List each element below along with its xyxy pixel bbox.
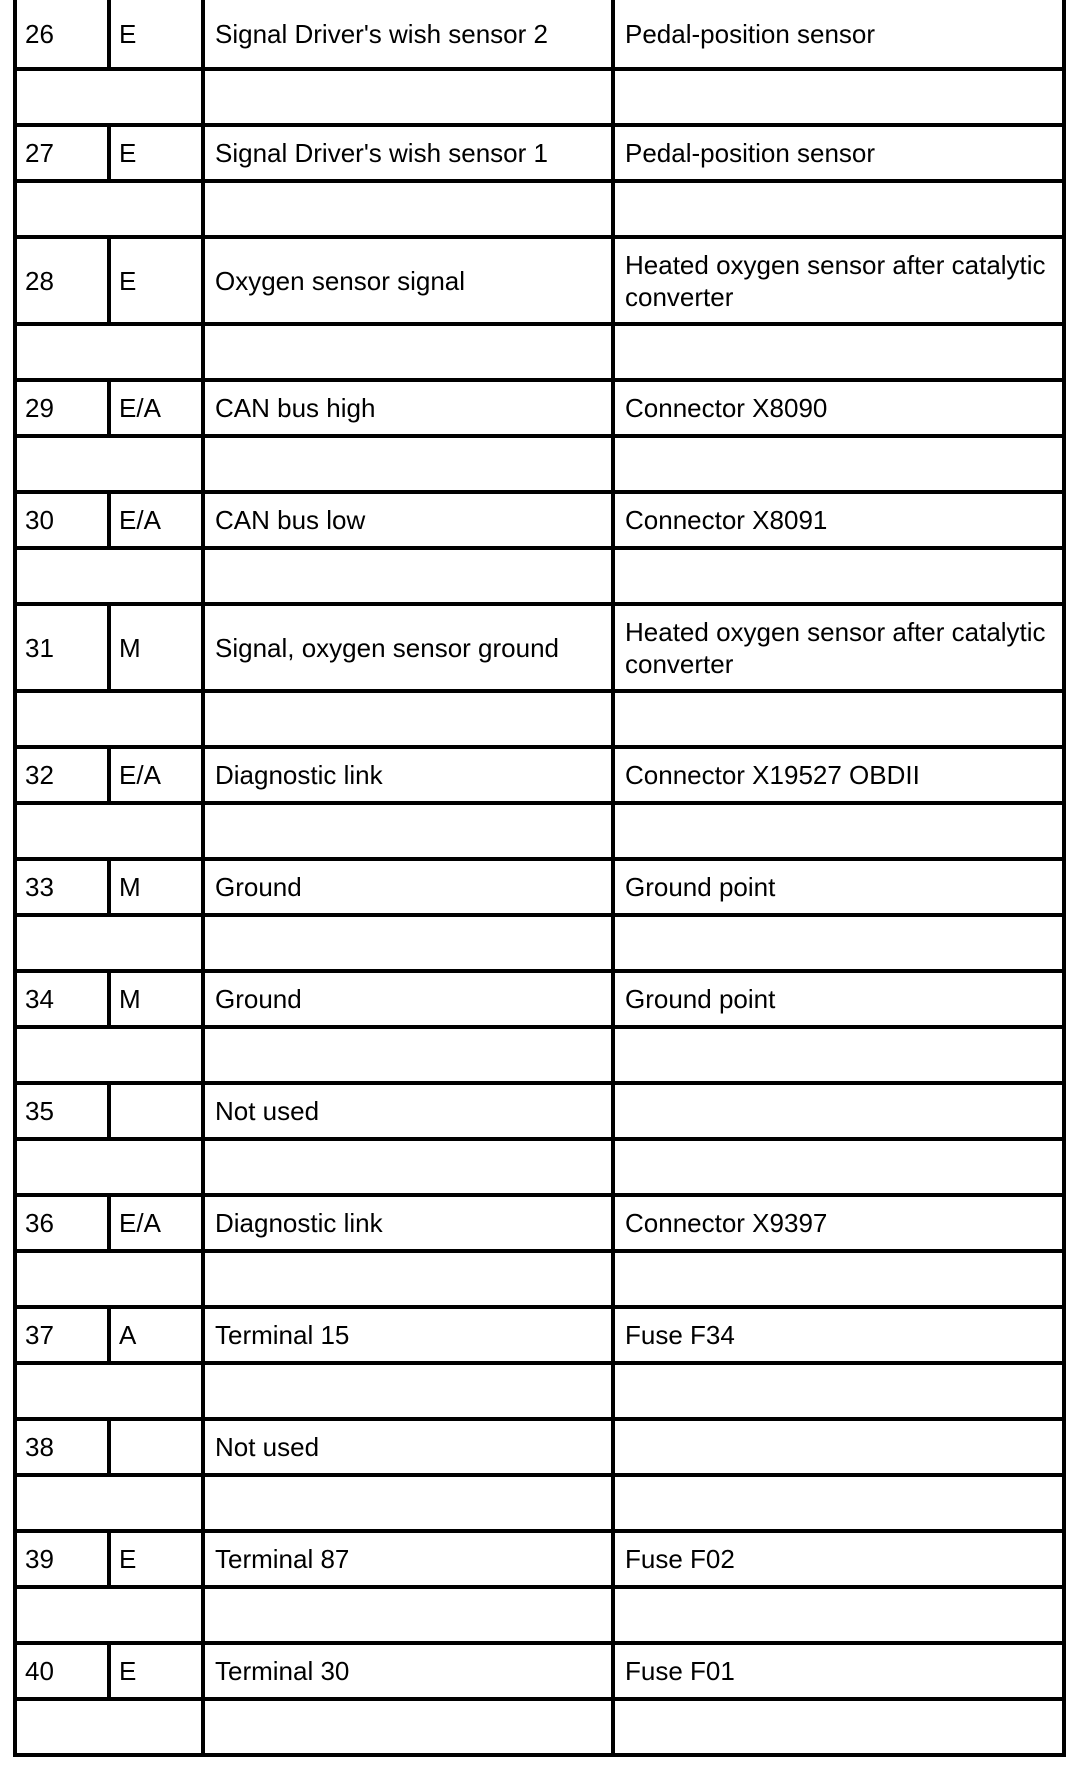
destination-cell: Fuse F01 xyxy=(613,1643,1064,1699)
spacer-cell xyxy=(15,1699,203,1755)
spacer-row xyxy=(15,181,1064,237)
spacer-cell xyxy=(15,548,203,604)
signal-description-cell: CAN bus high xyxy=(203,380,613,436)
pin-number-cell: 38 xyxy=(15,1419,109,1475)
signal-type-cell: E/A xyxy=(109,747,203,803)
spacer-cell xyxy=(15,324,203,380)
table-row xyxy=(15,380,1064,436)
signal-type-cell: M xyxy=(109,604,203,691)
spacer-cell xyxy=(613,803,1064,859)
signal-description-cell: Terminal 87 xyxy=(203,1531,613,1587)
spacer-cell xyxy=(613,181,1064,237)
signal-type-cell xyxy=(109,1419,203,1475)
table-row xyxy=(15,1643,1064,1699)
spacer-row xyxy=(15,1699,1064,1755)
signal-description-cell: CAN bus low xyxy=(203,492,613,548)
signal-type-cell: A xyxy=(109,1307,203,1363)
pin-number-cell: 37 xyxy=(15,1307,109,1363)
signal-description-cell: Ground xyxy=(203,971,613,1027)
table-row xyxy=(15,1531,1064,1587)
spacer-cell xyxy=(15,1363,203,1419)
pin-number-cell: 36 xyxy=(15,1195,109,1251)
spacer-cell xyxy=(203,1251,613,1307)
destination-cell: Connector X8090 xyxy=(613,380,1064,436)
signal-type-cell: M xyxy=(109,859,203,915)
spacer-cell xyxy=(203,691,613,747)
pin-number-cell: 34 xyxy=(15,971,109,1027)
signal-type-cell: E xyxy=(109,1531,203,1587)
pin-number-cell: 30 xyxy=(15,492,109,548)
signal-type-cell: M xyxy=(109,971,203,1027)
signal-type-cell: E/A xyxy=(109,492,203,548)
spacer-row xyxy=(15,548,1064,604)
spacer-cell xyxy=(613,1027,1064,1083)
spacer-cell xyxy=(203,548,613,604)
spacer-row xyxy=(15,1027,1064,1083)
signal-type-cell: E xyxy=(109,125,203,181)
spacer-cell xyxy=(15,803,203,859)
signal-type-cell: E xyxy=(109,1643,203,1699)
table-row xyxy=(15,747,1064,803)
spacer-cell xyxy=(613,1699,1064,1755)
spacer-row xyxy=(15,69,1064,125)
destination-cell: Connector X9397 xyxy=(613,1195,1064,1251)
signal-description-cell: Terminal 30 xyxy=(203,1643,613,1699)
table-body xyxy=(15,0,1064,1755)
spacer-row xyxy=(15,915,1064,971)
spacer-cell xyxy=(203,1027,613,1083)
pin-number-cell: 29 xyxy=(15,380,109,436)
spacer-cell xyxy=(203,436,613,492)
spacer-row xyxy=(15,691,1064,747)
spacer-cell xyxy=(613,548,1064,604)
spacer-cell xyxy=(15,436,203,492)
signal-type-cell: E/A xyxy=(109,1195,203,1251)
spacer-cell xyxy=(15,1475,203,1531)
destination-cell: Connector X19527 OBDII xyxy=(613,747,1064,803)
table-row xyxy=(15,492,1064,548)
destination-cell xyxy=(613,1083,1064,1139)
destination-cell: Ground point xyxy=(613,859,1064,915)
table-row xyxy=(15,1419,1064,1475)
spacer-cell xyxy=(613,691,1064,747)
table-row xyxy=(15,125,1064,181)
spacer-cell xyxy=(15,1027,203,1083)
spacer-cell xyxy=(203,1363,613,1419)
table-row xyxy=(15,604,1064,691)
signal-description-cell: Diagnostic link xyxy=(203,1195,613,1251)
spacer-cell xyxy=(613,1139,1064,1195)
signal-description-cell: Signal, oxygen sensor ground xyxy=(203,604,613,691)
table-row xyxy=(15,237,1064,324)
table-row xyxy=(15,971,1064,1027)
signal-description-cell: Oxygen sensor signal xyxy=(203,237,613,324)
table-row xyxy=(15,1195,1064,1251)
signal-description-cell: Terminal 15 xyxy=(203,1307,613,1363)
spacer-row xyxy=(15,1475,1064,1531)
table-row xyxy=(15,1307,1064,1363)
destination-cell: Heated oxygen sensor after catalytic converter xyxy=(613,237,1064,324)
spacer-cell xyxy=(613,1475,1064,1531)
pin-number-cell: 28 xyxy=(15,237,109,324)
spacer-cell xyxy=(613,1363,1064,1419)
destination-cell xyxy=(613,1419,1064,1475)
spacer-cell xyxy=(613,436,1064,492)
spacer-cell xyxy=(15,1587,203,1643)
signal-description-cell: Signal Driver's wish sensor 2 xyxy=(203,0,613,69)
spacer-row xyxy=(15,803,1064,859)
spacer-row xyxy=(15,1139,1064,1195)
destination-cell: Pedal-position sensor xyxy=(613,0,1064,69)
spacer-cell xyxy=(613,1587,1064,1643)
destination-cell: Ground point xyxy=(613,971,1064,1027)
destination-cell: Fuse F02 xyxy=(613,1531,1064,1587)
pin-number-cell: 27 xyxy=(15,125,109,181)
pin-number-cell: 39 xyxy=(15,1531,109,1587)
signal-description-cell: Signal Driver's wish sensor 1 xyxy=(203,125,613,181)
spacer-cell xyxy=(203,1587,613,1643)
signal-description-cell: Ground xyxy=(203,859,613,915)
pin-number-cell: 32 xyxy=(15,747,109,803)
spacer-row xyxy=(15,324,1064,380)
signal-type-cell xyxy=(109,1083,203,1139)
table-row xyxy=(15,1083,1064,1139)
signal-type-cell: E xyxy=(109,0,203,69)
spacer-row xyxy=(15,436,1064,492)
signal-type-cell: E/A xyxy=(109,380,203,436)
spacer-row xyxy=(15,1251,1064,1307)
table-row xyxy=(15,0,1064,69)
spacer-cell xyxy=(15,1251,203,1307)
spacer-cell xyxy=(613,69,1064,125)
signal-description-cell: Diagnostic link xyxy=(203,747,613,803)
spacer-row xyxy=(15,1363,1064,1419)
pin-number-cell: 35 xyxy=(15,1083,109,1139)
spacer-cell xyxy=(203,1699,613,1755)
spacer-cell xyxy=(203,181,613,237)
pin-number-cell: 40 xyxy=(15,1643,109,1699)
spacer-cell xyxy=(203,803,613,859)
destination-cell: Connector X8091 xyxy=(613,492,1064,548)
signal-type-cell: E xyxy=(109,237,203,324)
signal-description-cell: Not used xyxy=(203,1083,613,1139)
spacer-cell xyxy=(203,324,613,380)
spacer-cell xyxy=(15,69,203,125)
destination-cell: Fuse F34 xyxy=(613,1307,1064,1363)
spacer-cell xyxy=(613,1251,1064,1307)
pin-assignment-table xyxy=(13,0,1066,1757)
signal-description-cell: Not used xyxy=(203,1419,613,1475)
spacer-cell xyxy=(203,1139,613,1195)
spacer-cell xyxy=(203,1475,613,1531)
spacer-cell xyxy=(203,915,613,971)
spacer-cell xyxy=(15,1139,203,1195)
table-row xyxy=(15,859,1064,915)
spacer-cell xyxy=(15,691,203,747)
spacer-cell xyxy=(613,324,1064,380)
pin-number-cell: 33 xyxy=(15,859,109,915)
spacer-row xyxy=(15,1587,1064,1643)
spacer-cell xyxy=(613,915,1064,971)
destination-cell: Heated oxygen sensor after catalytic converter xyxy=(613,604,1064,691)
spacer-cell xyxy=(15,915,203,971)
spacer-cell xyxy=(15,181,203,237)
pin-number-cell: 31 xyxy=(15,604,109,691)
spacer-cell xyxy=(203,69,613,125)
pin-number-cell: 26 xyxy=(15,0,109,69)
destination-cell: Pedal-position sensor xyxy=(613,125,1064,181)
